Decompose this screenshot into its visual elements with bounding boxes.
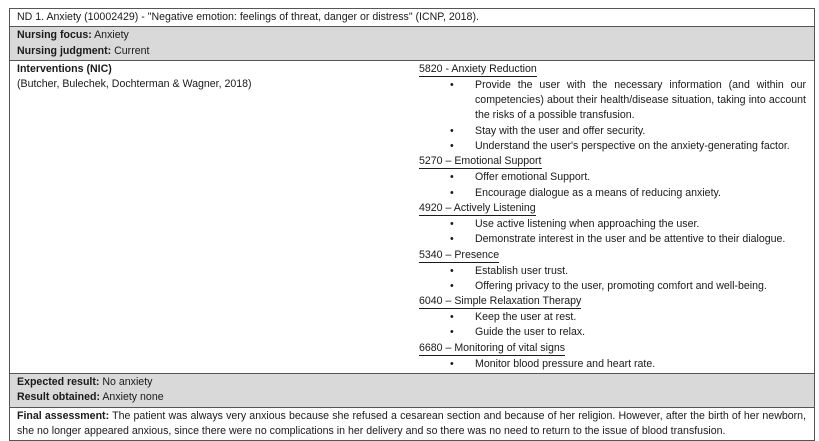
nic-activity — [419, 232, 806, 247]
expected-result-value: No anxiety — [102, 376, 153, 389]
bullet-icon: • — [450, 264, 454, 277]
nic-activity-text: Offering privacy to the user, promoting comfort and well-being. — [475, 279, 767, 292]
expected-result-label: Expected result: — [17, 376, 100, 389]
bullet-icon: • — [450, 140, 454, 153]
nic-activity-text: Monitor blood pressure and heart rate. — [475, 357, 656, 370]
results-row — [10, 374, 815, 408]
header-row — [10, 9, 815, 27]
nic-title: 5270 – Emotional Support — [419, 155, 542, 168]
nic-activity-text: Keep the user at rest. — [475, 311, 577, 324]
nic-activity — [419, 186, 806, 201]
final-assessment-cell — [10, 407, 815, 441]
nic-activity — [419, 279, 806, 294]
nursing-focus-line — [17, 28, 806, 43]
nic-list — [419, 62, 806, 372]
nursing-judgment-line — [17, 44, 806, 59]
interventions-citation: (Butcher, Bulechek, Dochterman & Wagner, 2018) — [17, 78, 252, 91]
nic-title: 6680 – Monitoring of vital signs — [419, 341, 566, 354]
nic-group — [419, 154, 806, 201]
bullet-icon: • — [450, 233, 454, 246]
nursing-focus-label: Nursing focus: — [17, 29, 92, 42]
result-obtained-line — [17, 390, 806, 405]
nic-group — [419, 201, 806, 248]
focus-row — [10, 27, 815, 61]
nic-activity-text: Guide the user to relax. — [475, 326, 586, 339]
nursing-judgment-value: Current — [114, 44, 150, 57]
interventions-label-cell — [10, 60, 413, 373]
nic-group — [419, 62, 806, 154]
final-row — [10, 407, 815, 441]
nic-activity — [419, 170, 806, 185]
nic-title: 6040 – Simple Relaxation Therapy — [419, 295, 582, 308]
nic-title: 5820 - Anxiety Reduction — [419, 62, 537, 75]
nic-activity — [419, 78, 806, 124]
nic-activity-text: Understand the user's perspective on the anxiety-generating factor. — [475, 140, 790, 153]
nic-activity-text: Demonstrate interest in the user and be attentive to their dialogue. — [475, 233, 786, 246]
nic-activity-text: Establish user trust. — [475, 264, 569, 277]
nursing-judgment-label: Nursing judgment: — [17, 44, 112, 57]
results-cell — [10, 374, 815, 408]
interventions-list-cell — [412, 60, 815, 373]
nic-title: 5340 – Presence — [419, 248, 500, 261]
final-assessment-text: The patient was always very anxious because she refused a cesarean section and because of her religion. However, after the birth of her newborn, she no longer appeared anxious, since there were no complications in her delivery and so there was no need to return to the issue of blood transfusion. — [17, 409, 806, 437]
nic-activity — [419, 325, 806, 340]
nic-activity-text: Provide the user with the necessary information (and within our competencies) about their health/disease situation, taking into account the risks of a possible transfusion. — [475, 78, 806, 122]
nic-activity — [419, 124, 806, 139]
bullet-icon: • — [450, 326, 454, 339]
bullet-icon: • — [450, 357, 454, 370]
bullet-icon: • — [450, 311, 454, 324]
nic-activity-text: Stay with the user and offer security. — [475, 124, 646, 137]
nic-activity — [419, 217, 806, 232]
bullet-icon: • — [450, 186, 454, 199]
nic-group — [419, 341, 806, 372]
nic-group — [419, 248, 806, 295]
nic-activity-text: Encourage dialogue as a means of reducing anxiety. — [475, 186, 721, 199]
nic-title: 4920 – Actively Listening — [419, 201, 536, 214]
nursing-focus-value: Anxiety — [94, 29, 129, 42]
nic-group — [419, 294, 806, 341]
expected-result-line — [17, 375, 806, 390]
result-obtained-value: Anxiety none — [102, 391, 164, 404]
bullet-icon: • — [450, 217, 454, 230]
nic-activity — [419, 264, 806, 279]
result-obtained-label: Result obtained: — [17, 391, 100, 404]
nic-activity-text: Offer emotional Support. — [475, 171, 591, 184]
final-assessment-label: Final assessment: — [17, 409, 110, 422]
diagnosis-header: ND 1. Anxiety (10002429) - "Negative emotion: feelings of threat, danger or distress" (ICNP, 2018). — [10, 9, 815, 27]
nic-activity — [419, 310, 806, 325]
interventions-title: Interventions (NIC) — [17, 62, 112, 75]
nic-activity — [419, 139, 806, 154]
focus-cell — [10, 27, 815, 61]
interventions-row — [10, 60, 815, 373]
nursing-diagnosis-table — [9, 8, 815, 441]
nic-activity-text: Use active listening when approaching the user. — [475, 217, 700, 230]
bullet-icon: • — [450, 279, 454, 292]
bullet-icon: • — [450, 171, 454, 184]
nic-activity — [419, 357, 806, 372]
bullet-icon: • — [450, 124, 454, 137]
bullet-icon: • — [450, 78, 454, 91]
